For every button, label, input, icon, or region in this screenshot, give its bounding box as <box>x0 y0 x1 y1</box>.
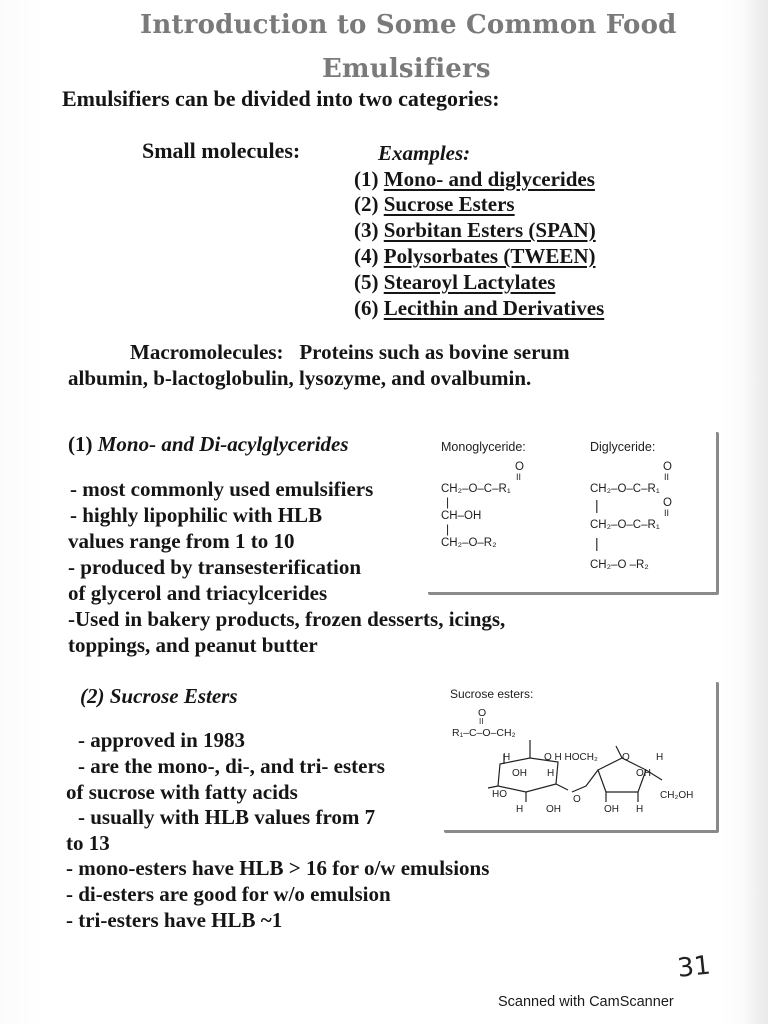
single-bond: | <box>595 535 599 551</box>
section-2-line: - approved in 1983 <box>78 728 246 752</box>
ring-oxygen-and-hoch2: O H HOCH₂ <box>544 752 598 763</box>
section-1-line: toppings, and peanut butter <box>68 633 318 657</box>
terminal-ch2oh: CH₂OH <box>660 790 694 801</box>
example-name: Polysorbates (TWEEN) <box>383 244 596 268</box>
section-2-line: - are the mono-, di-, and tri- esters <box>78 754 385 778</box>
section-2-line: - tri-esters have HLB ~1 <box>66 908 283 932</box>
ring-hydrogen: H <box>503 752 511 763</box>
example-item-5 <box>354 270 555 295</box>
section-2-heading <box>80 684 238 709</box>
ring-hydroxyl: OH <box>546 804 561 815</box>
double-bond: II <box>664 508 670 518</box>
carbonyl-oxygen: O <box>663 461 672 473</box>
page-title-line-2: Emulsifiers <box>322 54 491 84</box>
ring-hydroxyl: OH <box>636 768 651 779</box>
page-number: 31 <box>676 950 713 984</box>
example-name: Lecithin and Derivatives <box>383 296 605 320</box>
mono-formula-line-3: CH₂–O–R₂ <box>441 537 497 549</box>
section-2-line: - di-esters are good for w/o emulsion <box>66 882 391 906</box>
macromolecules-line-1 <box>130 340 570 365</box>
di-formula-line-1: CH₂–O–C–R₁ <box>590 483 660 495</box>
carbonyl-oxygen: O <box>478 707 487 719</box>
section-2-line: - usually with HLB values from 7 <box>78 805 376 829</box>
example-number: (3) <box>354 218 379 242</box>
section-2-line: - mono-esters have HLB > 16 for o/w emulsions <box>66 856 490 880</box>
monoglyceride-label: Monoglyceride: <box>441 440 526 454</box>
section-1-line: - produced by transesterification <box>68 555 362 579</box>
example-name: Mono- and diglycerides <box>383 167 595 191</box>
carbonyl-oxygen: O <box>515 461 524 473</box>
double-bond: II <box>479 717 484 726</box>
single-bond: | <box>595 497 599 513</box>
double-bond: II <box>664 472 670 482</box>
mono-formula-line-1: CH₂–O–C–R₁ <box>441 483 511 495</box>
macromolecules-text: Proteins such as bovine serum <box>299 340 570 364</box>
ring-hydrogen: H <box>516 804 524 815</box>
section-1-number: (1) <box>68 432 93 456</box>
di-formula-line-3: CH₂–O –R₂ <box>590 559 649 571</box>
examples-label: Examples: <box>378 141 471 165</box>
example-name: Sucrose Esters <box>383 192 515 216</box>
example-item-4 <box>354 244 596 269</box>
single-bond: | <box>446 522 450 536</box>
example-item-3 <box>354 218 596 243</box>
mono-formula-line-2: CH–OH <box>441 510 482 522</box>
macromolecules-line-2: albumin, b-lactoglobulin, lysozyme, and ovalbumin. <box>68 366 532 390</box>
single-bond: | <box>446 495 450 509</box>
ring-hydrogen: H <box>547 768 555 779</box>
page-title-line-1: Introduction to Some Common Food <box>140 10 677 40</box>
ring-hydroxyl-left: HO <box>492 789 507 800</box>
section-1-line: - most commonly used emulsifiers <box>70 477 374 501</box>
sucrose-top-group: R₁–C–O–CH₂ <box>452 727 516 739</box>
example-name: Sorbitan Esters (SPAN) <box>383 218 596 242</box>
ring-hydrogen: H <box>636 804 644 815</box>
diglyceride-label: Diglyceride: <box>590 440 656 454</box>
section-1-title: Mono- and Di-acylglycerides <box>97 432 349 456</box>
double-bond: II <box>516 472 522 482</box>
scanner-watermark: Scanned with CamScanner <box>498 994 674 1010</box>
page-edge-shadow <box>742 0 768 1024</box>
section-1-line: - highly lipophilic with HLB <box>70 503 323 527</box>
ring-hydroxyl: OH <box>512 768 527 779</box>
section-1-heading <box>68 432 349 457</box>
di-formula-line-2: CH₂–O–C–R₁ <box>590 519 660 531</box>
fructose-ring-oxygen: O <box>622 752 630 763</box>
example-number: (4) <box>354 244 379 268</box>
example-number: (2) <box>354 192 379 216</box>
section-2-line: of sucrose with fatty acids <box>66 780 298 804</box>
example-number: (5) <box>354 270 379 294</box>
example-item-2 <box>354 192 515 217</box>
example-number: (6) <box>354 296 379 320</box>
section-2-line: to 13 <box>66 831 110 855</box>
intro-sentence: Emulsifiers can be divided into two categories: <box>62 86 500 111</box>
section-2-title: Sucrose Esters <box>109 684 238 708</box>
example-number: (1) <box>354 167 379 191</box>
glycosidic-oxygen: O <box>573 794 581 805</box>
section-1-line: -Used in bakery products, frozen desserts, icings, <box>68 607 506 631</box>
carbonyl-oxygen: O <box>663 497 672 509</box>
sucrose-esters-label: Sucrose esters: <box>450 687 534 701</box>
example-item-6 <box>354 296 604 321</box>
example-name: Stearoyl Lactylates <box>383 270 556 294</box>
section-1-line: of glycerol and triacylcerides <box>68 581 328 605</box>
ring-hydrogen: H <box>656 752 664 763</box>
ring-hydroxyl: OH <box>604 804 619 815</box>
section-2-number: (2) <box>80 684 105 708</box>
small-molecules-label: Small molecules: <box>142 138 301 163</box>
example-item-1 <box>354 167 595 192</box>
macromolecules-label: Macromolecules: <box>130 340 284 364</box>
section-1-line: values range from 1 to 10 <box>68 529 295 553</box>
